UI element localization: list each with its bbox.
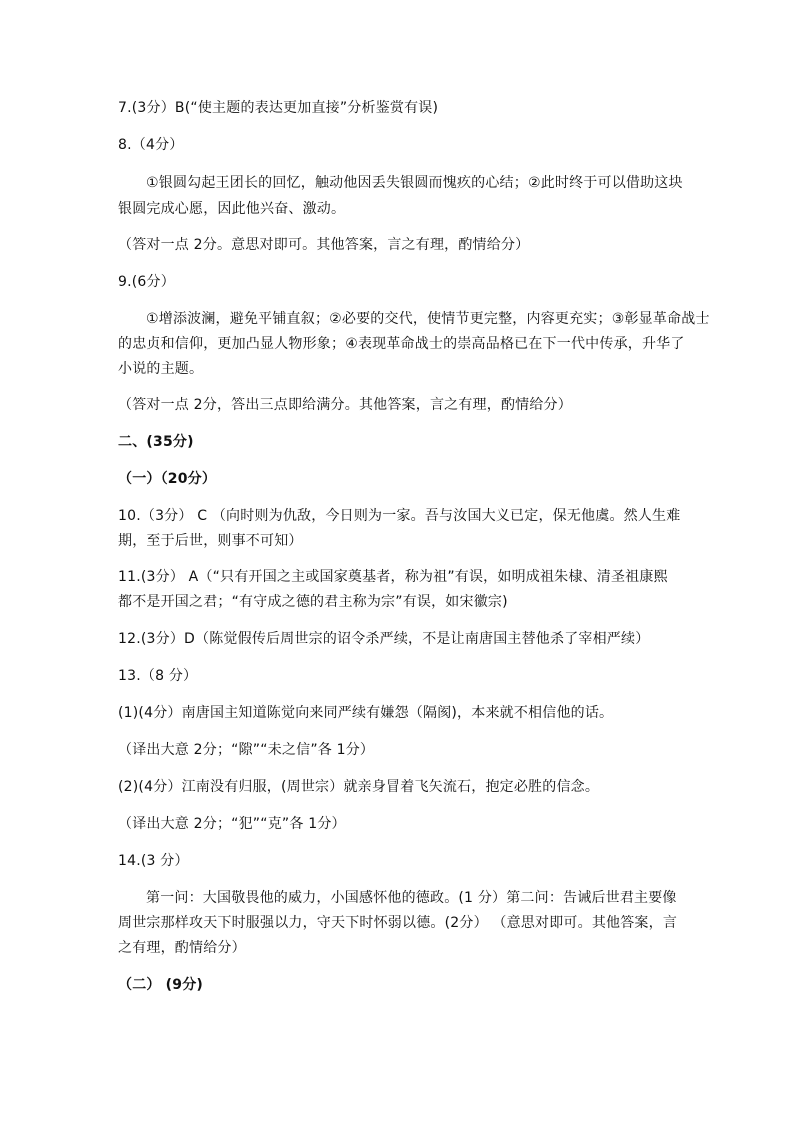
answer-q9-line-2: 的忠贞和信仰，更加凸显人物形象；④表现革命战士的崇高品格已在下一代中传承，升华了 (118, 336, 685, 352)
answer-q13-part-2: (2)(4分）江南没有归服，(周世宗）就亲身冒着飞矢流石，抱定必胜的信念。 (118, 779, 600, 795)
answer-q13-header: 13.（8 分） (118, 668, 198, 684)
answer-q8-line-2: 银圆完成心愿，因此他兴奋、激动。 (118, 201, 346, 217)
answer-q7: 7.(3分）B(“使主题的表达更加直接”分析鉴赏有误) (118, 100, 439, 116)
subsection-one-heading: （一）（20分） (118, 471, 217, 487)
answer-q9-header: 9.(6分） (118, 274, 175, 290)
answer-q10-line-1: 10.（3分） C （向时则为仇敌，今日则为一家。吾与汝国大义已定，保无他虞。然人生难 (118, 508, 681, 524)
answer-q9-scoring: （答对一点 2分，答出三点即给满分。其他答案，言之有理，酌情给分） (118, 397, 572, 413)
answer-q13-part-2-scoring: （译出大意 2分；“犯”“克”各 1分） (118, 816, 346, 832)
answer-q12: 12.(3分）D（陈觉假传后周世宗的诏令杀严续，不是让南唐国主替他杀了宰相严续） (118, 631, 650, 647)
answer-q8-scoring: （答对一点 2分。意思对即可。其他答案，言之有理，酌情给分） (118, 237, 530, 253)
answer-q14-line-2: 周世宗那样攻天下时服强以力，守天下时怀弱以德。(2分） （意思对即可。其他答案，言 (118, 915, 678, 931)
answer-q14-line-3: 之有理，酌情给分） (118, 940, 246, 956)
answer-q10-line-2: 期，至于后世，则事不可知） (118, 533, 303, 549)
answer-q13-part-1: (1)(4分）南唐国主知道陈觉向来同严续有嫌怨（隔阂)，本来就不相信他的话。 (118, 705, 614, 721)
answer-q13-part-1-scoring: （译出大意 2分；“隙”“未之信”各 1分） (118, 742, 375, 758)
answer-q11-line-1: 11.(3分） A（“只有开国之主或国家奠基者，称为祖”有误，如明成祖朱棣、清圣祖康熙 (118, 569, 668, 585)
answer-q9-line-1: ①增添波澜，避免平铺直叙；②必要的交代，使情节更完整，内容更充实；③彰显革命战士 (146, 311, 710, 327)
answer-q8-header: 8.（4分） (118, 137, 184, 153)
answer-q11-line-2: 都不是开国之君；“有守成之德的君主称为宗”有误，如宋徽宗) (118, 594, 508, 610)
answer-q9-line-3: 小说的主题。 (118, 361, 204, 377)
answer-q14-header: 14.(3 分） (118, 853, 189, 869)
answer-q8-line-1: ①银圆勾起王团长的回忆，触动他因丢失银圆而愧疚的心结；②此时终于可以借助这块 (146, 175, 683, 191)
answer-q14-line-1: 第一问：大国敬畏他的威力，小国感怀他的德政。(1 分）第二问：告诫后世君主要像 (146, 890, 677, 906)
section-two-heading: 二、(35分) (118, 434, 194, 450)
subsection-two-heading: （二） (9分) (118, 977, 204, 993)
